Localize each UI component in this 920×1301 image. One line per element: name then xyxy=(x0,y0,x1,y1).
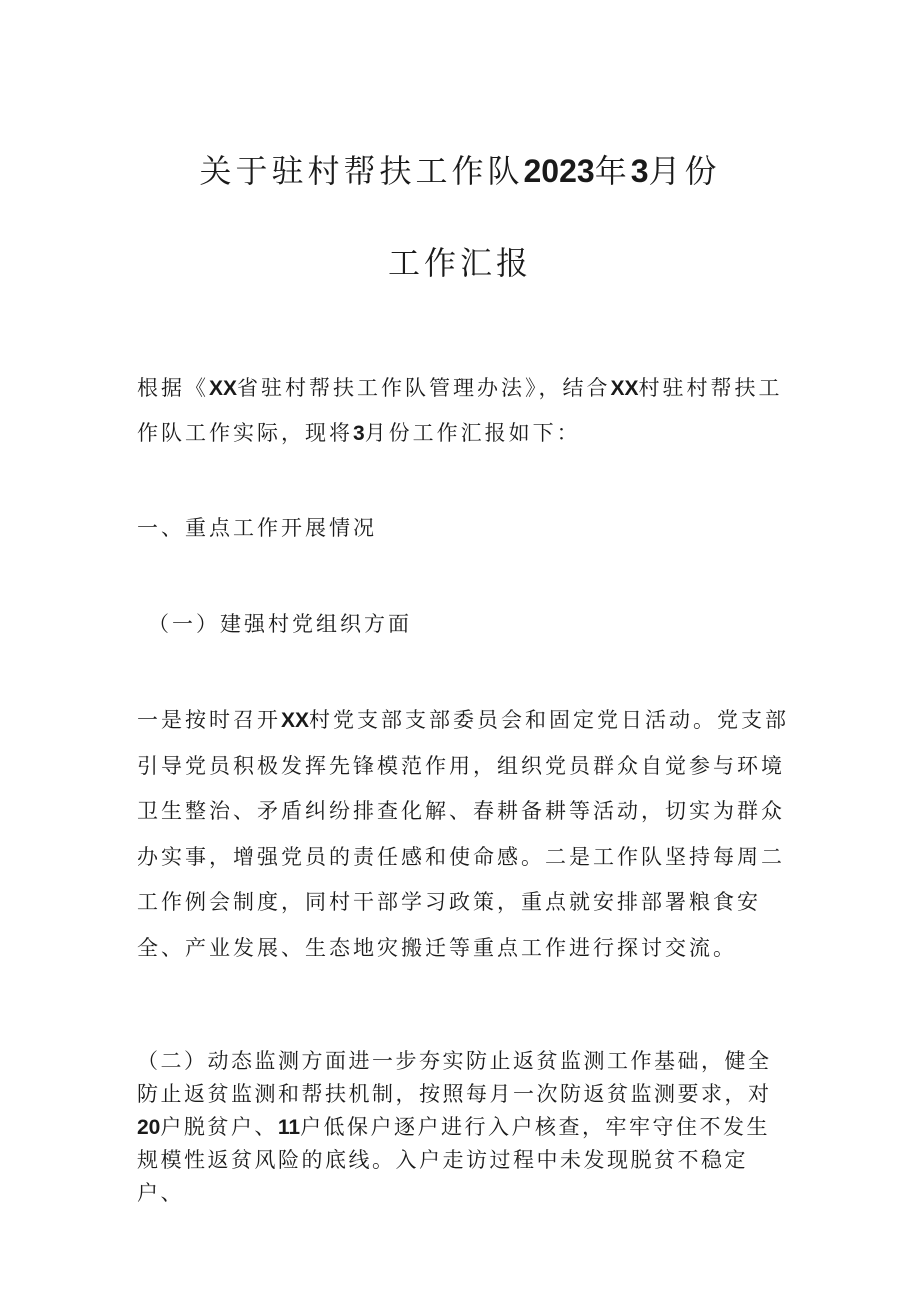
body-text: 一是按时召开 xyxy=(137,708,281,732)
title-text: 年 xyxy=(594,152,631,190)
intro-text: 村驻村帮扶工作队工作实际，现将 xyxy=(137,376,783,445)
intro-bold: 3 xyxy=(353,422,365,445)
document-title-line1 xyxy=(0,146,920,192)
intro-text: 根据《 xyxy=(137,376,209,400)
document-title-line2: 工作汇报 xyxy=(387,244,532,282)
subsection-heading-1: （一）建强村党组织方面 xyxy=(148,612,412,636)
body-bold: 20 xyxy=(137,1116,161,1139)
body-paragraph-1 xyxy=(137,698,797,971)
body-text: 户低保户逐户进行入户核查，牢牢守住不发生规模性返贫风险的底线。入户走访过程中未发现脱贫不稳定户、 xyxy=(137,1115,771,1205)
title-year: 2023 xyxy=(523,153,595,189)
section-heading-1: 一、重点工作开展情况 xyxy=(137,516,377,540)
intro-bold: XX xyxy=(610,377,639,400)
body-text: 村党支部支部委员会和固定党日活动。党支部引导党员积极发挥先锋模范作用，组织党员群众自觉参与环境卫生整治、矛盾纠纷排查化解、春耕备耕等活动，切实为群众办实事，增强党员的责任感和使命感。二是工作队坚持每周二工作例会制度，同村干部学习政策，重点就安排部署粮食安全、产业发展、生态地灾搬迁等重点工作进行探讨交流。 xyxy=(137,708,790,960)
intro-text: 省驻村帮扶工作队管理办法》，结合 xyxy=(237,376,611,400)
title-text: 关于驻村帮扶工作队 xyxy=(199,152,524,190)
body-text: （二）动态监测方面进一步夯实防止返贫监测工作基础，健全防止返贫监测和帮扶机制，按照每月一次防返贫监测要求，对 xyxy=(137,1049,772,1106)
body-paragraph-2 xyxy=(137,1045,787,1210)
body-bold: XX xyxy=(281,709,310,732)
title-text: 月份 xyxy=(648,152,721,190)
title-month: 3 xyxy=(630,153,649,189)
intro-paragraph xyxy=(137,366,797,456)
intro-text: 月份工作汇报如下： xyxy=(364,421,581,445)
body-bold: 11 xyxy=(277,1116,301,1139)
body-text: 户脱贫户、 xyxy=(160,1115,278,1139)
intro-bold: XX xyxy=(209,377,238,400)
